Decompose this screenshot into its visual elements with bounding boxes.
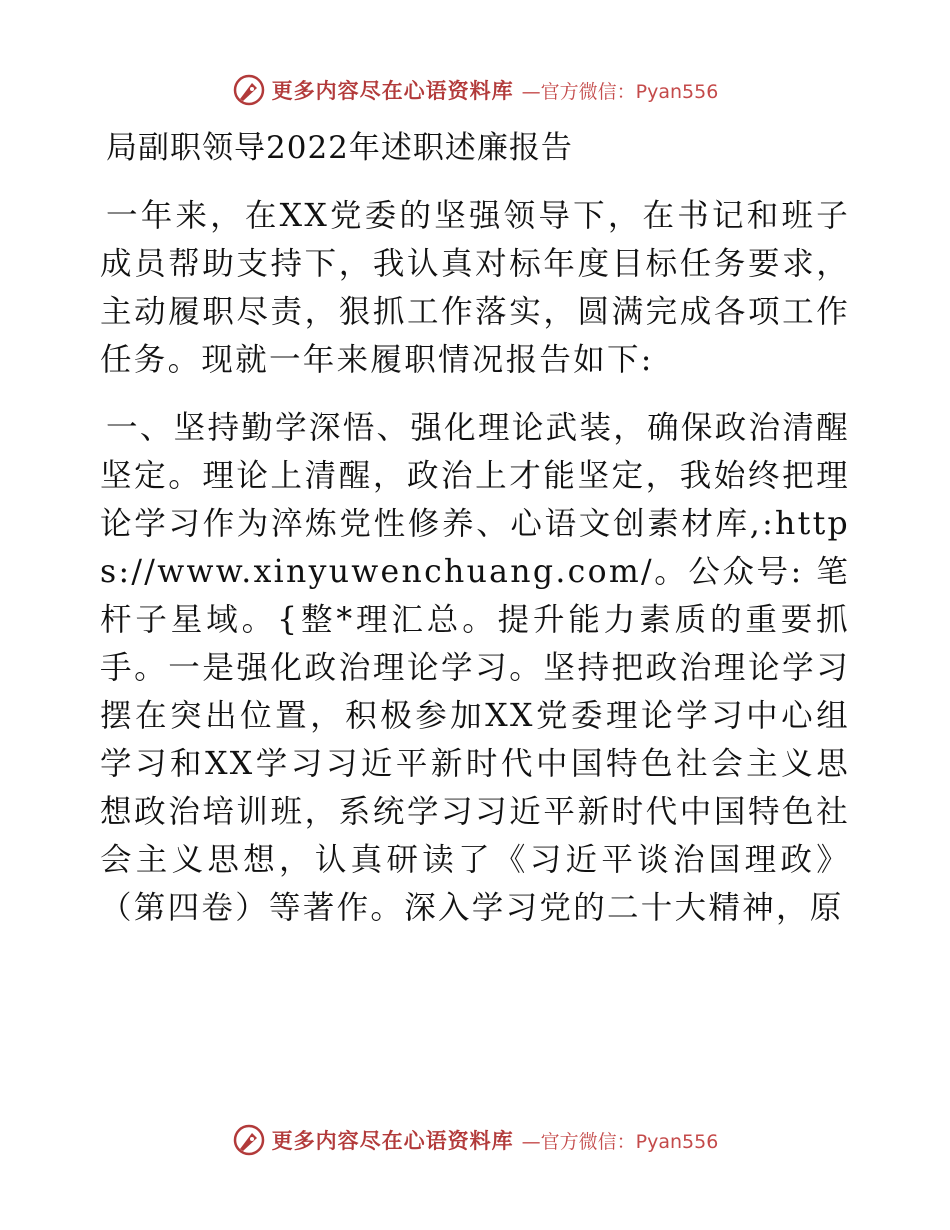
watermark-main-text: 更多内容尽在心语资料库: [271, 1128, 514, 1153]
pen-nib-logo-icon: [232, 1123, 266, 1157]
document-body: [100, 124, 850, 952]
watermark-footer: [0, 1120, 950, 1160]
paragraph-section-1: 一、坚持勤学深悟、强化理论武装，确保政治清醒坚定。理论上清醒，政治上才能坚定，我始终把理论学习作为淬炼党性修养、心语文创素材库,:https://www.xinyuwenchuang.com/。公众号: 笔杆子星域。{整*理汇总。提升能力素质的重要抓手。一是强化政治理论学习。坚持把政治理论学习摆在突出位置，积极参加XX党委理论学习中心组学习和XX学习习近平新时代中国特色社会主义思想政治培训班，系统学习习近平新时代中国特色社会主义思想，认真研读了《习近平谈治国理政》（第四卷）等著作。深入学习党的二十大精神，原: [100, 410, 850, 926]
pen-nib-logo-icon: [232, 73, 266, 107]
watermark-sub-text: —官方微信：Pyan556: [521, 80, 719, 103]
watermark-sub-text: —官方微信：Pyan556: [521, 1130, 719, 1153]
paragraph-intro: 一年来，在XX党委的坚强领导下，在书记和班子成员帮助支持下，我认真对标年度目标任务要求，主动履职尽责，狠抓工作落实，圆满完成各项工作任务。现就一年来履职情况报告如下:: [100, 198, 850, 378]
watermark-main-text: 更多内容尽在心语资料库: [271, 78, 514, 103]
watermark-header: [0, 70, 950, 110]
document-title: 局副职领导2022年述职述廉报告: [106, 130, 573, 166]
